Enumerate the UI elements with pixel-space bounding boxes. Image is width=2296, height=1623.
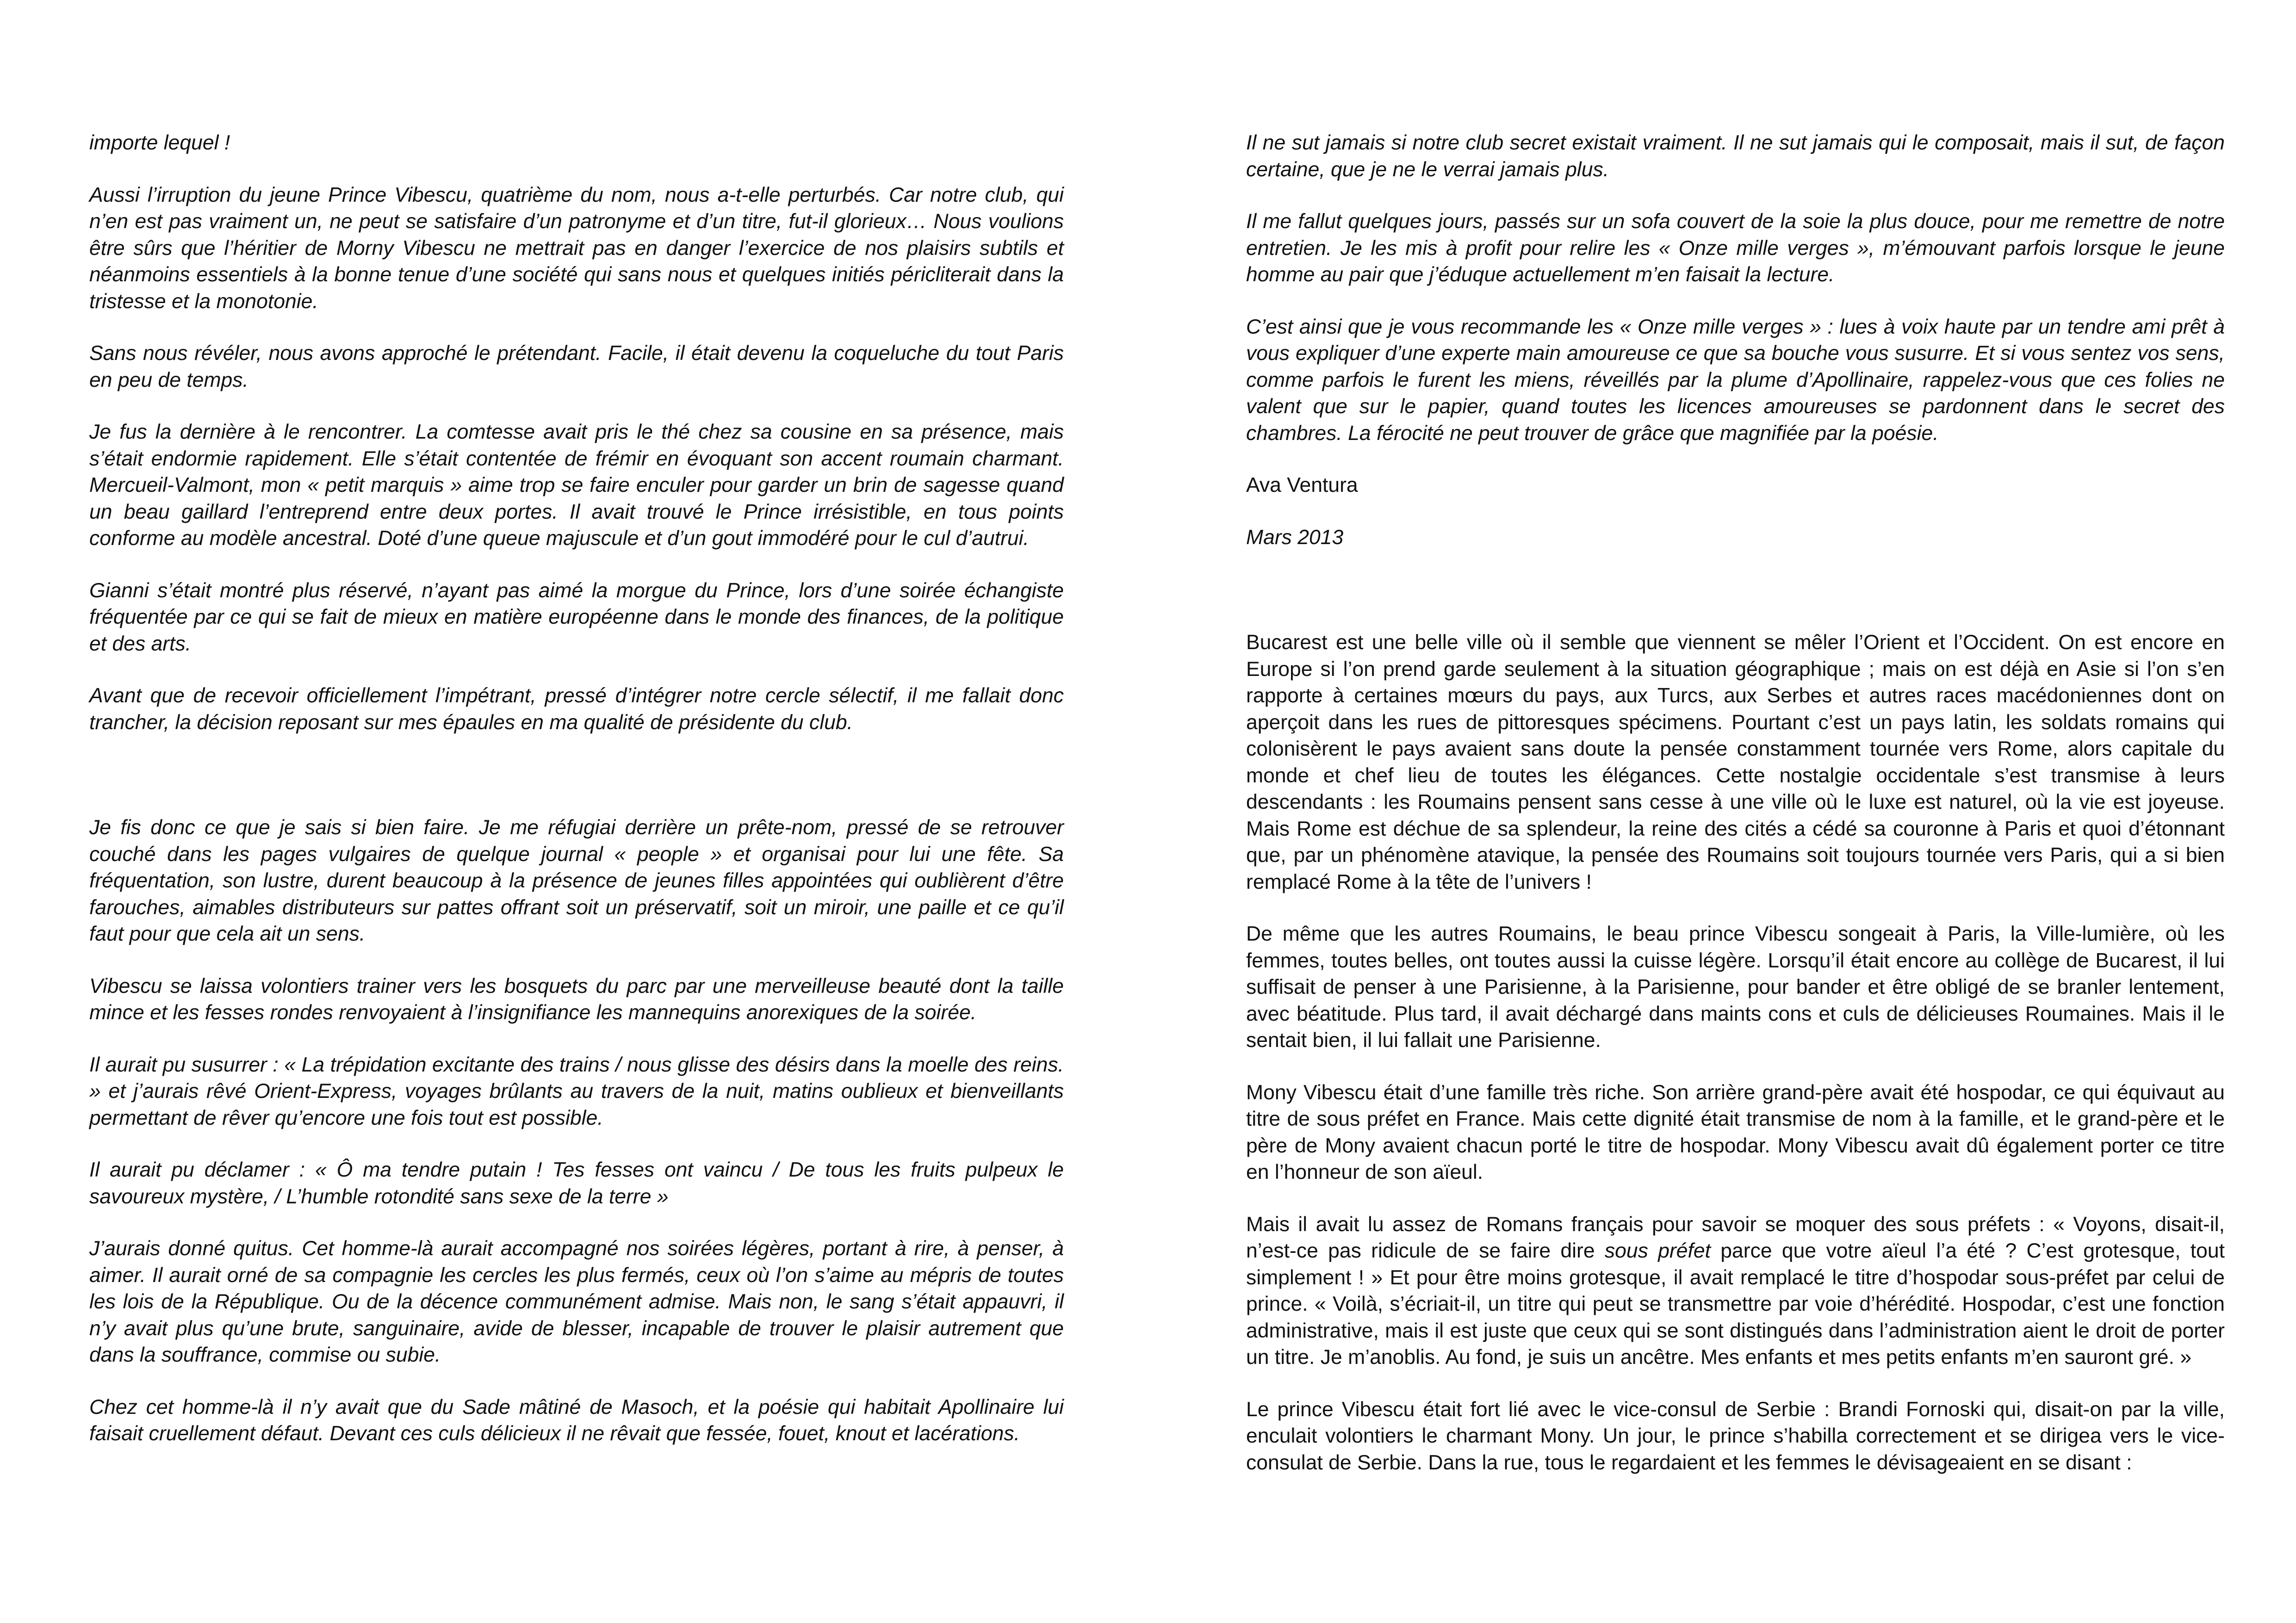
paragraph: Je fis donc ce que je sais si bien faire. Je me réfugiai derrière un prête-nom, pressé de se retrouver couché dans les pages vulgaires de quelque journal « people » et organisai pour lui une fête. Sa fréquentation, son lustre, durent beaucoup à la présence de jeunes filles appointées qui oublièrent d’être farouches, aimables distributeurs sur pattes offrant soit un préservatif, soit un miroir, une paille et ce qu’il faut pour que cela ait un sens. — [89, 816, 1064, 945]
paragraph: Chez cet homme-là il n’y avait que du Sade mâtiné de Masoch, et la poésie qui habitait Apollinaire lui faisait cruellement défaut. Devant ces culs délicieux il ne rêvait que fessée, fouet, knout et lacérations. — [89, 1395, 1064, 1445]
paragraph: Il ne sut jamais si notre club secret existait vraiment. Il ne sut jamais qui le composait, mais il sut, de façon certaine, que je ne le verrai jamais plus. — [1246, 131, 2225, 181]
paragraph: Sans nous révéler, nous avons approché le prétendant. Facile, il était devenu la coqueluche du tout Paris en peu de temps. — [89, 342, 1064, 391]
paragraph: J’aurais donné quitus. Cet homme-là aurait accompagné nos soirées légères, portant à rire, à penser, à aimer. Il aurait orné de sa compagnie les cercles les plus fermés, ceux où l’on s’aime au mépris de toutes les lois de la République. Ou de la décence communément admise. Mais non, le sang s’était appauvri, il n’y avait plus qu’une brute, sanguinaire, avide de blesser, incapable de trouver le plaisir autrement que dans la souffrance, commise ou subie. — [89, 1237, 1064, 1366]
paragraph: Bucarest est une belle ville où il semble que viennent se mêler l’Orient et l’Occident. On est encore en Europe si l’on prend garde seulement à la situation géographique ; mais on est déjà en Asie si l’on s’en rapporte à certaines mœurs du pays, aux Turcs, aux Serbes et autres races macédoniennes dont on aperçoit dans les rues de pittoresques spécimens. Pourtant c’est un pays latin, les soldats romains qui colonisèrent le pays avaient sans doute la pensée constamment tournée vers Rome, alors capitale du monde et chef lieu de toutes les élégances. Cette nostalgie occidentale s’est transmise à leurs descendants : les Roumains pensent sans cesse à une ville où le luxe est naturel, où la vie est joyeuse. Mais Rome est déchue de sa splendeur, la reine des cités a cédé sa couronne à Paris et quoi d’étonnant que, par un phénomène atavique, la pensée des Roumains soit toujours tournée vers Paris, qui a si bien remplacé Rome à la tête de l’univers ! — [1246, 631, 2225, 893]
paragraph: Il me fallut quelques jours, passés sur un sofa couvert de la soie la plus douce, pour me remettre de notre entretien. Je les mis à profit pour relire les « Onze mille verges », m’émouvant parfois lorsque le jeune homme au pair que j’éduque actuellement m’en faisait la lecture. — [1246, 210, 2225, 286]
left-page-column — [89, 130, 1064, 1473]
right-page-column — [1246, 130, 2225, 1501]
paragraph: Il aurait pu susurrer : « La trépidation excitante des trains / nous glisse des désirs dans la moelle des reins. » et j’aurais rêvé Orient-Express, voyages brûlants au travers de la nuit, matins oublieux et bienveillants permettant de rêver qu’encore une fois tout est possible. — [89, 1053, 1064, 1129]
paragraph: De même que les autres Roumains, le beau prince Vibescu songeait à Paris, la Ville-lumière, où les femmes, toutes belles, ont toutes aussi la cuisse légère. Lorsqu’il était encore au collège de Bucarest, il lui suffisait de penser à une Parisienne, à la Parisienne, pour bander et être obligé de se branler lentement, avec béatitude. Plus tard, il avait déchargé dans maints cons et culs de délicieuses Roumaines. Mais il le sentait bien, il lui fallait une Parisienne. — [1246, 923, 2225, 1052]
paragraph: importe lequel ! — [89, 131, 230, 154]
emphasized-text: sous préfet — [1604, 1239, 1711, 1262]
paragraph: Je fus la dernière à le rencontrer. La comtesse avait pris le thé chez sa cousine en sa présence, mais s’était endormie rapidement. Elle s’était contentée de frémir en évoquant son accent roumain charmant. Mercueil-Valmont, mon « petit marquis » aime trop se faire enculer pour garder un brin de sagesse quand un beau gaillard l’entreprend entre deux portes. Il avait trouvé le Prince irrésistible, en tous points conforme au modèle ancestral. Doté d’une queue majuscule et d’un gout immodéré pour le cul d’autrui. — [89, 421, 1064, 550]
paragraph: C’est ainsi que je vous recommande les « Onze mille verges » : lues à voix haute par un tendre ami prêt à vous expliquer d’une experte main amoureuse ce que sa bouche vous susurre. Et si vous sentez vos sens, comme parfois le furent les miens, réveillés par la plume d’Apollinaire, rappelez-vous que ces folies ne valent que sur le papier, quand toutes les licences amoureuses se pardonnent dans le secret des chambres. La férocité ne peut trouver de grâce que magnifiée par la poésie. — [1246, 315, 2225, 445]
paragraph: Le prince Vibescu était fort lié avec le vice-consul de Serbie : Brandi Fornoski qui, disait-on par la ville, enculait volontiers le charmant Mony. Un jour, le prince s’habilla correctement et se dirigea vers le vice-consulat de Serbie. Dans la rue, tous le regardaient et les femmes le dévisageaient en se disant : — [1246, 1398, 2225, 1474]
signature: Ava Ventura — [1246, 474, 1358, 496]
paragraph: Aussi l’irruption du jeune Prince Vibescu, quatrième du nom, nous a-t-elle perturbés. Car notre club, qui n’en est pas vraiment un, ne peut se satisfaire d’un patronyme et d’un titre, fut-il glorieux… Nous voulions être sûrs que l’héritier de Morny Vibescu ne mettrait pas en danger l’exercice de nos plaisirs subtils et néanmoins essentiels à la bonne tenue d’une société qui sans nous et quelques initiés péricliterait dans la tristesse et la monotonie. — [89, 183, 1064, 313]
section-gap — [89, 761, 1064, 814]
text-run: Mais il avait lu assez de Romans français pour savoir se moquer des sous préfets : « Voyons, disait-il, n’est-ce pas ridicule de se faire dire — [1246, 1213, 2225, 1262]
section-gap — [1246, 576, 2225, 629]
text-run: parce que votre aïeul l’a été ? C’est grotesque, tout simplement ! » Et pour être moins grotesque, il avait remplacé le titre d’hospodar sous-préfet par celui de prince. « Voilà, s’écriait-il, un titre qui peut se transmettre par voie d’hérédité. Hospodar, c’est une fonction administrative, mais il est juste que ceux qui se sont distingués dans l’administration aient le droit de porter un titre. Je m’anoblis. Au fond, je suis un ancêtre. Mes enfants et mes petits enfants m’en sauront gré. » — [1246, 1239, 2225, 1369]
paragraph: Mony Vibescu était d’une famille très riche. Son arrière grand-père avait été hospodar, ce qui équivaut au titre de sous préfet en France. Mais cette dignité était transmise de nom à la famille, et le grand-père et le père de Mony avaient chacun porté le titre de hospodar. Mony Vibescu avait dû également porter ce titre en l’honneur de son aïeul. — [1246, 1081, 2225, 1183]
date-line: Mars 2013 — [1246, 526, 1344, 549]
paragraph — [1246, 1211, 2225, 1371]
paragraph: Gianni s’était montré plus réservé, n’ayant pas aimé la morgue du Prince, lors d’une soirée échangiste fréquentée par ce qui se fait de mieux en matière européenne dans le monde des finances, de la politique et des arts. — [89, 579, 1064, 655]
paragraph: Il aurait pu déclamer : « Ô ma tendre putain ! Tes fesses ont vaincu / De tous les fruits pulpeux le savoureux mystère, / L’humble rotondité sans sexe de la terre » — [89, 1158, 1064, 1208]
paragraph: Avant que de recevoir officiellement l’impétrant, pressé d’intégrer notre cercle sélectif, il me fallait donc trancher, la décision reposant sur mes épaules en ma qualité de présidente du club. — [89, 684, 1064, 734]
paragraph: Vibescu se laissa volontiers trainer vers les bosquets du parc par une merveilleuse beauté dont la taille mince et les fesses rondes renvoyaient à l’insignifiance les mannequins anorexiques de la soirée. — [89, 974, 1064, 1024]
